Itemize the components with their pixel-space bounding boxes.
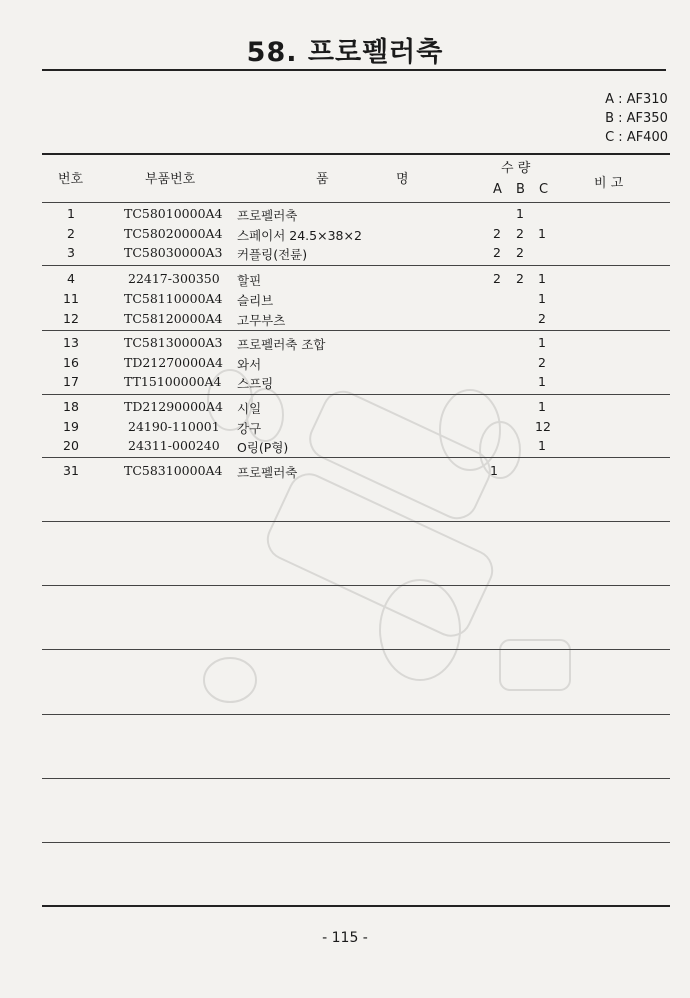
- row-part-no: TT15100000A4: [124, 374, 222, 389]
- header-quantity: 수 량: [501, 161, 531, 176]
- empty-ruled-line: [42, 521, 670, 522]
- row-no: 20: [63, 438, 79, 453]
- row-part-no: TD21270000A4: [124, 355, 223, 370]
- page-number: - 115 -: [322, 930, 368, 946]
- row-part-no: 24190-110001: [128, 419, 220, 434]
- row-qty-c: 1: [538, 271, 546, 286]
- row-qty-a: 2: [493, 271, 501, 286]
- model-legend-row: [605, 90, 668, 109]
- row-qty-c: 1: [538, 374, 546, 389]
- title-underline: [42, 69, 666, 71]
- header-name-2: 명: [396, 172, 409, 187]
- row-part-no: 22417-300350: [128, 271, 220, 286]
- model-key: B: [605, 111, 614, 126]
- row-part-no: TC58030000A3: [124, 245, 223, 260]
- model-separator: :: [613, 92, 627, 107]
- model-key: C: [605, 130, 615, 145]
- header-name-1: 품: [316, 172, 329, 187]
- row-part-no: TC58130000A3: [124, 335, 223, 350]
- row-part-name: 프로펠러축: [237, 465, 298, 480]
- background-exploded-diagram: [170, 280, 590, 740]
- row-part-name: 와서: [237, 357, 262, 372]
- row-part-name: 스페이서 24.5×38×2: [237, 228, 362, 243]
- empty-ruled-line: [42, 842, 670, 843]
- row-part-name: 스프링: [237, 376, 274, 391]
- row-no: 18: [63, 399, 79, 414]
- model-name: AF310: [626, 92, 668, 107]
- model-legend-row: [605, 109, 668, 128]
- model-key: A: [605, 92, 614, 107]
- row-no: 17: [63, 374, 79, 389]
- row-no: 16: [63, 355, 79, 370]
- model-legend: [605, 90, 668, 147]
- header-no: 번호: [58, 172, 84, 187]
- row-qty-b: 1: [516, 206, 524, 221]
- row-qty-b: 2: [516, 226, 524, 241]
- model-separator: :: [614, 130, 627, 145]
- row-qty-c: 1: [538, 226, 546, 241]
- row-qty-c: 1: [538, 399, 546, 414]
- header-part-no: 부품번호: [145, 172, 196, 187]
- row-qty-a: 2: [493, 245, 501, 260]
- group-divider: [42, 457, 670, 458]
- row-part-name: 프로펠러축 조합: [237, 337, 326, 352]
- row-part-no: TC58120000A4: [124, 311, 223, 326]
- header-qty-a: A: [493, 182, 502, 197]
- row-part-name: 프로펠러축: [237, 208, 298, 223]
- row-part-no: TC58010000A4: [124, 206, 223, 221]
- model-name: AF400: [626, 130, 668, 145]
- row-qty-c: 2: [538, 311, 546, 326]
- group-divider: [42, 265, 670, 266]
- row-part-no: TC58020000A4: [124, 226, 223, 241]
- row-part-name: 고무부츠: [237, 313, 286, 328]
- row-no: 1: [67, 206, 75, 221]
- row-no: 4: [67, 271, 75, 286]
- row-qty-c: 12: [535, 419, 551, 434]
- row-qty-c: 1: [538, 291, 546, 306]
- row-part-no: TC58110000A4: [124, 291, 223, 306]
- row-qty-c: 1: [538, 335, 546, 350]
- row-part-name: 강구: [237, 421, 262, 436]
- page-title: 58. 프로펠러축: [246, 37, 444, 68]
- header-bottom-rule: [42, 202, 670, 203]
- empty-ruled-line: [42, 649, 670, 650]
- row-part-name: O링(P형): [237, 440, 289, 455]
- row-no: 11: [63, 291, 79, 306]
- model-name: AF350: [626, 111, 668, 126]
- row-no: 13: [63, 335, 79, 350]
- row-qty-c: 2: [538, 355, 546, 370]
- empty-ruled-line: [42, 714, 670, 715]
- group-divider: [42, 330, 670, 331]
- row-part-no: TD21290000A4: [124, 399, 223, 414]
- row-qty-a: 1: [490, 463, 498, 478]
- row-qty-b: 2: [516, 245, 524, 260]
- row-qty-c: 1: [538, 438, 546, 453]
- row-part-name: 시일: [237, 401, 262, 416]
- table-top-rule: [42, 153, 670, 155]
- row-no: 19: [63, 419, 79, 434]
- group-divider: [42, 394, 670, 395]
- row-part-name: 할핀: [237, 273, 262, 288]
- row-no: 12: [63, 311, 79, 326]
- header-remarks: 비 고: [594, 176, 624, 191]
- row-part-name: 커플링(전륜): [237, 247, 308, 262]
- row-no: 31: [63, 463, 79, 478]
- row-part-no: TC58310000A4: [124, 463, 223, 478]
- header-qty-c: C: [539, 182, 549, 197]
- row-no: 3: [67, 245, 75, 260]
- row-no: 2: [67, 226, 75, 241]
- table-bottom-rule: [42, 905, 670, 907]
- row-part-no: 24311-000240: [128, 438, 220, 453]
- model-separator: :: [614, 111, 627, 126]
- row-qty-b: 2: [516, 271, 524, 286]
- header-qty-b: B: [516, 182, 525, 197]
- row-qty-a: 2: [493, 226, 501, 241]
- empty-ruled-line: [42, 778, 670, 779]
- empty-ruled-line: [42, 585, 670, 586]
- model-legend-row: [605, 128, 668, 147]
- row-part-name: 슬리브: [237, 293, 274, 308]
